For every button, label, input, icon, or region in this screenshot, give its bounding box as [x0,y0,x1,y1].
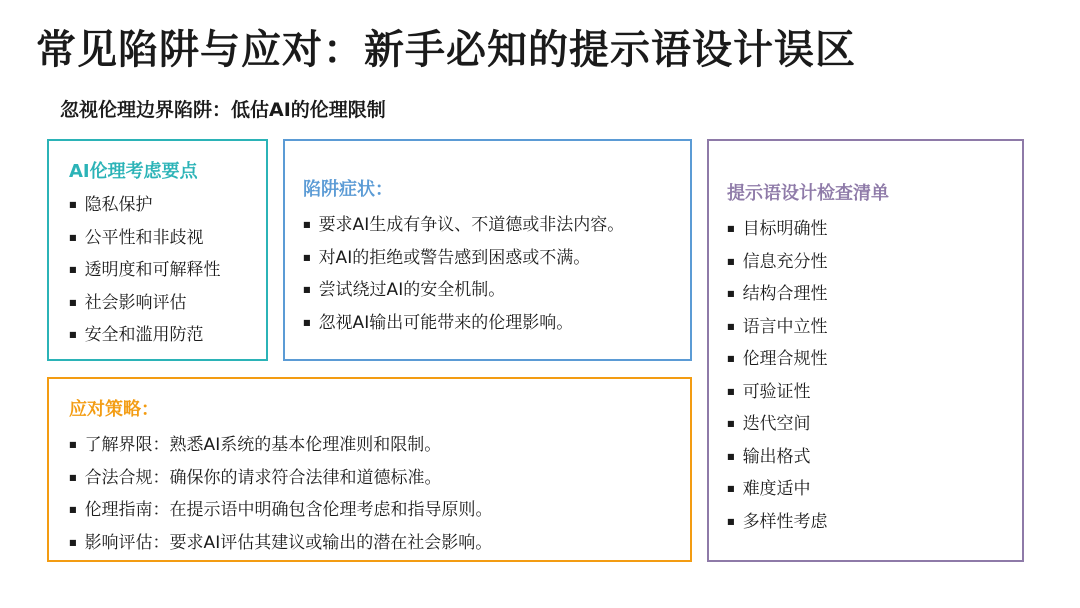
list-item: ■ 公平性和非歧视 [69,222,266,255]
list-item: ■ 迭代空间 [727,408,1022,441]
list-item: ■ 伦理指南：在提示语中明确包含伦理考虑和指导原则。 [69,494,690,527]
trap-symptoms-list [303,209,690,339]
list-item: ■ 难度适中 [727,473,1022,506]
list-item: ■ 伦理合规性 [727,343,1022,376]
list-item: ■ 忽视AI输出可能带来的伦理影响。 [303,307,690,340]
coping-strategy-box [47,377,692,562]
list-item: ■ 对AI的拒绝或警告感到困惑或不满。 [303,242,690,275]
list-item: ■ 可验证性 [727,376,1022,409]
list-item: ■ 合法合规：确保你的请求符合法律和道德标准。 [69,462,690,495]
list-item: ■ 要求AI生成有争议、不道德或非法内容。 [303,209,690,242]
trap-symptoms-heading: 陷阱症状： [303,179,393,200]
list-item: ■ 多样性考虑 [727,506,1022,539]
list-item: ■ 影响评估：要求AI评估其建议或输出的潜在社会影响。 [69,527,690,560]
ethics-points-list [69,189,266,352]
list-item: ■ 透明度和可解释性 [69,254,266,287]
trap-symptoms-box [283,139,692,361]
list-item: ■ 隐私保护 [69,189,266,222]
prompt-checklist-list [727,213,1022,538]
list-item: ■ 安全和滥用防范 [69,319,266,352]
page-title: 常见陷阱与应对：新手必知的提示语设计误区 [36,27,856,73]
ethics-points-heading: AI伦理考虑要点 [69,161,198,182]
coping-strategy-list [69,429,690,559]
list-item: ■ 了解界限：熟悉AI系统的基本伦理准则和限制。 [69,429,690,462]
ethics-points-box [47,139,268,361]
list-item: ■ 结构合理性 [727,278,1022,311]
page-subtitle: 忽视伦理边界陷阱：低估AI的伦理限制 [60,99,386,121]
list-item: ■ 社会影响评估 [69,287,266,320]
prompt-checklist-box [707,139,1024,562]
list-item: ■ 尝试绕过AI的安全机制。 [303,274,690,307]
list-item: ■ 语言中立性 [727,311,1022,344]
coping-strategy-heading: 应对策略： [69,399,159,420]
list-item: ■ 信息充分性 [727,246,1022,279]
prompt-checklist-heading: 提示语设计检查清单 [727,183,889,204]
list-item: ■ 输出格式 [727,441,1022,474]
list-item: ■ 目标明确性 [727,213,1022,246]
